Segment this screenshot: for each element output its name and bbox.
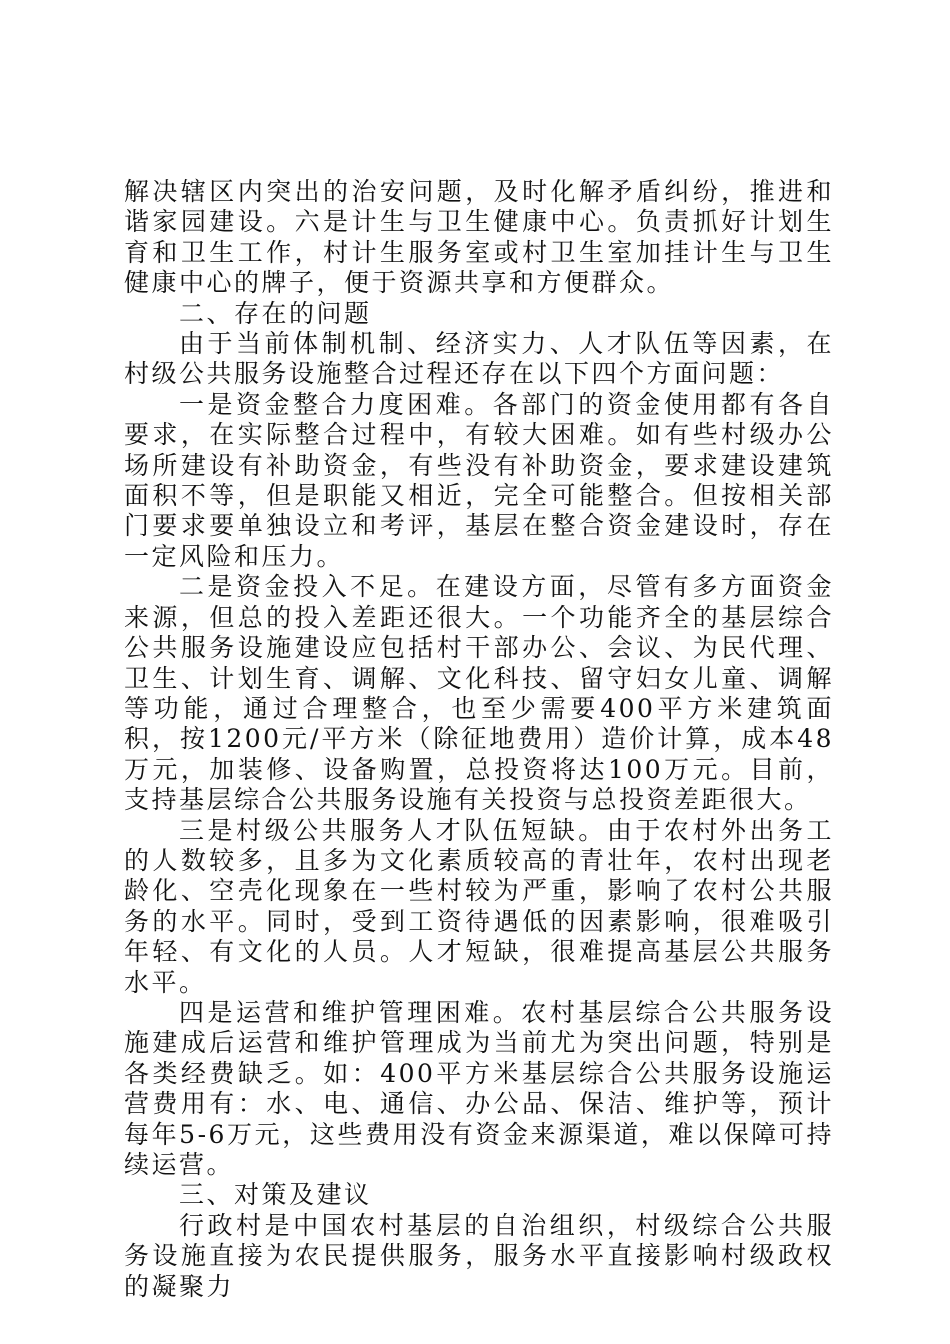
paragraph-operation: 四是运营和维护管理困难。农村基层综合公共服务设施建成后运营和维护管理成为当前尤为突出问题，特别是各类经费缺乏。如：400平方米基层综合公共服务设施运营费用有：水、电、通信、办公品、保洁、维护等，预计每年5-6万元，这些费用没有资金来源渠道，难以保障可持续运营。: [124, 997, 834, 1179]
paragraph-funding-shortage: 二是资金投入不足。在建设方面，尽管有多方面资金来源，但总的投入差距还很大。一个功能齐全的基层综合公共服务设施建设应包括村干部办公、会议、为民代理、卫生、计划生育、调解、文化科技、留守妇女儿童、调解等功能，通过合理整合，也至少需要400平方米建筑面积，按1200元/平方米（除征地费用）造价计算，成本48万元，加装修、设备购置，总投资将达100万元。目前，支持基层综合公共服务设施有关投资与总投资差距很大。: [124, 572, 834, 815]
paragraph-talent-shortage: 三是村级公共服务人才队伍短缺。由于农村外出务工的人数较多，且多为文化素质较高的青壮年，农村出现老龄化、空壳化现象在一些村较为严重，影响了农村公共服务的水平。同时，受到工资待遇低的因素影响，很难吸引年轻、有文化的人员。人才短缺，很难提高基层公共服务水平。: [124, 815, 834, 997]
paragraph-admin-village: 行政村是中国农村基层的自治组织，村级综合公共服务设施直接为农民提供服务，服务水平直接影响村级政权的凝聚力: [124, 1210, 834, 1301]
section-heading-problems: 二、存在的问题: [179, 298, 372, 328]
document-body: [124, 177, 834, 1302]
paragraph-continuation: 解决辖区内突出的治安问题，及时化解矛盾纠纷，推进和谐家园建设。六是计生与卫生健康中心。负责抓好计划生育和卫生工作，村计生服务室或村卫生室加挂计生与卫生健康中心的牌子，便于资源共享和方便群众。: [124, 177, 834, 298]
section-heading-countermeasures: 三、对策及建议: [179, 1180, 372, 1210]
paragraph-funding-integration: 一是资金整合力度困难。各部门的资金使用都有各自要求，在实际整合过程中，有较大困难。如有些村级办公场所建设有补助资金，有些没有补助资金，要求建设建筑面积不等，但是职能又相近，完全可能整合。但按相关部门要求要单独设立和考评，基层在整合资金建设时，存在一定风险和压力。: [124, 389, 834, 571]
paragraph-intro: 由于当前体制机制、经济实力、人才队伍等因素，在村级公共服务设施整合过程还存在以下四个方面问题：: [124, 329, 834, 389]
